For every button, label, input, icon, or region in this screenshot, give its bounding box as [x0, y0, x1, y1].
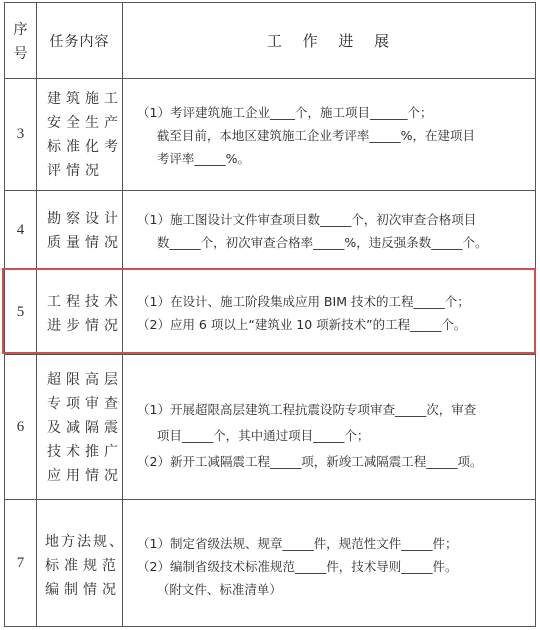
progress-cell — [123, 500, 535, 626]
task-line: 标准化考 — [47, 139, 123, 155]
task-line: 标准规范 — [45, 558, 121, 574]
table-row — [5, 354, 535, 499]
row-number-cell — [5, 500, 37, 626]
task-cell — [37, 500, 123, 626]
task-cell — [37, 79, 123, 190]
progress-line: （1）考评建筑施工企业____个，施工项目______个； — [137, 105, 433, 120]
task-cell — [37, 355, 123, 499]
progress-line: （1）开展超限高层建筑工程抗震设防专项审查_____次，审查 — [137, 402, 477, 417]
progress-line: （2）新开工减隔震工程_____项，新竣工减隔震工程_____项。 — [137, 454, 483, 469]
task-line: 超限高层 — [47, 372, 123, 388]
task-line: 地方法规、 — [45, 534, 125, 550]
row-number: 5 — [16, 303, 25, 320]
task-line: 工程技术 — [47, 294, 123, 310]
progress-text — [137, 290, 527, 336]
progress-cell — [123, 355, 535, 499]
progress-cell — [123, 270, 535, 354]
table-row — [5, 190, 535, 269]
task-line: 专项审查 — [47, 396, 123, 412]
task-text — [47, 368, 123, 488]
progress-line: （附文件、标准清单） — [137, 582, 282, 597]
task-line: 质量情况 — [47, 235, 123, 251]
table-row — [5, 78, 535, 190]
task-line: 进步情况 — [47, 318, 123, 334]
progress-cell — [123, 79, 535, 190]
row-number-cell — [5, 191, 37, 269]
task-text — [47, 290, 123, 338]
progress-table — [4, 2, 536, 627]
table-row — [5, 499, 535, 626]
header-progress-label: 工 作 进 展 — [266, 32, 392, 50]
header-task-label: 任务内容 — [49, 33, 110, 50]
progress-text — [137, 397, 527, 475]
task-line: 技术推广 — [47, 444, 123, 460]
task-text — [47, 87, 123, 183]
progress-line: 截至目前，本地区建筑施工企业考评率_____%，在建项目 — [137, 128, 475, 143]
task-cell — [37, 191, 123, 269]
progress-text — [137, 101, 527, 170]
task-line: 编制情况 — [45, 582, 121, 598]
row-number: 3 — [16, 126, 25, 142]
task-line: 应用情况 — [47, 468, 123, 484]
progress-line: 项目_____个，其中通过项目_____个； — [137, 428, 370, 443]
progress-line: （1）施工图设计文件审查项目数_____个，初次审查合格项目 — [137, 212, 477, 227]
header-no-label: 序号 — [13, 21, 28, 62]
row-number-cell — [5, 355, 37, 499]
task-line: 评情况 — [47, 163, 104, 179]
progress-line: 考评率_____%。 — [137, 151, 250, 166]
progress-text — [137, 208, 527, 254]
table-header-row — [5, 3, 535, 78]
task-line: 及减隔震 — [47, 420, 123, 436]
task-line: 勘察设计 — [47, 211, 123, 227]
progress-line: 数_____个，初次审查合格率_____%，违反强条数_____个。 — [137, 235, 488, 250]
task-text — [47, 207, 123, 255]
progress-line: （1）在设计、施工阶段集成应用 BIM 技术的工程_____个； — [137, 294, 470, 309]
table-row-highlighted — [5, 269, 535, 354]
header-cell-task — [37, 3, 123, 78]
row-number-cell — [5, 79, 37, 190]
task-text — [45, 530, 125, 602]
progress-line: （1）制定省级法规、规章_____件，规范性文件_____件； — [137, 536, 458, 551]
task-cell — [37, 270, 123, 354]
row-number: 6 — [16, 418, 25, 435]
header-cell-progress — [123, 3, 535, 78]
progress-line: （2）编制省级技术标准规范_____件，技术导则_____件。 — [137, 559, 458, 574]
header-cell-no — [5, 3, 37, 78]
progress-cell — [123, 191, 535, 269]
task-line: 安全生产 — [47, 115, 123, 131]
progress-line: （2）应用 6 项以上“建筑业 10 项新技术”的工程_____个。 — [137, 317, 467, 332]
row-number-cell — [5, 270, 37, 354]
task-line: 建筑施工 — [47, 91, 123, 107]
row-number: 4 — [16, 221, 25, 238]
row-number: 7 — [16, 554, 25, 571]
progress-text — [137, 532, 527, 601]
